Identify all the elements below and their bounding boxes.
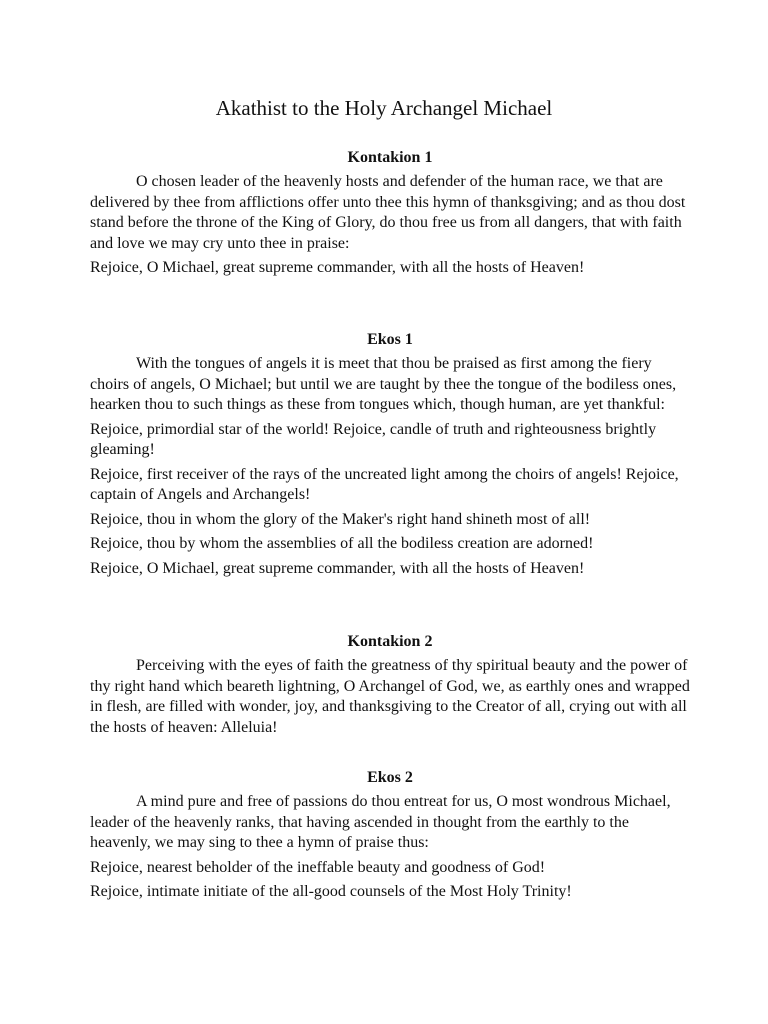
rejoice-line: Rejoice, primordial star of the world! Rejoice, candle of truth and righteousness brightly gleaming!	[90, 420, 657, 458]
section-heading: Ekos 1	[367, 331, 413, 348]
section-ekos-1	[90, 330, 690, 583]
rejoice-line: Rejoice, thou by whom the assemblies of all the bodiless creation are adorned!	[90, 535, 594, 552]
section-heading: Kontakion 1	[347, 149, 433, 166]
rejoice-line: Rejoice, nearest beholder of the ineffable beauty and goodness of God!	[90, 858, 546, 876]
section-ekos-2	[90, 768, 690, 907]
refrain-line: Rejoice, O Michael, great supreme commander, with all the hosts of Heaven!	[90, 559, 585, 577]
verse-paragraph: O chosen leader of the heavenly hosts and defender of the human race, we that are delivered by thee from afflictions offer unto thee this hymn of thanksgiving; and as thou dost stand before the throne of the King of Glory, do thou free us from all dangers, that with faith and love we may cry unto thee in praise:	[90, 173, 686, 252]
section-heading: Kontakion 2	[347, 633, 433, 650]
rejoice-line: Rejoice, first receiver of the rays of the uncreated light among the choirs of angels! Rejoice, captain of Angels and Archangels!	[90, 465, 679, 503]
verse-paragraph: A mind pure and free of passions do thou entreat for us, O most wondrous Michael, leader of the heavenly ranks, that having ascended in thought from the earthly to the heavenly, we may sing to thee a hymn of praise thus:	[90, 793, 671, 851]
verse-paragraph: Perceiving with the eyes of faith the greatness of thy spiritual beauty and the power of thy right hand which beareth lightning, O Archangel of God, we, as earthly ones and wrapped in flesh, are filled with wonder, joy, and thanksgiving to the Creator of all, crying out with all the hosts of heaven: Alleluia!	[90, 657, 690, 736]
refrain-line: Rejoice, O Michael, great supreme commander, with all the hosts of Heaven!	[90, 259, 585, 276]
document-title: Akathist to the Holy Archangel Michael	[215, 96, 553, 120]
rejoice-line: Rejoice, thou in whom the glory of the Maker's right hand shineth most of all!	[90, 510, 591, 528]
rejoice-line: Rejoice, intimate initiate of the all-good counsels of the Most Holy Trinity!	[90, 883, 572, 900]
section-kontakion-2	[90, 632, 690, 742]
section-heading: Ekos 2	[367, 769, 413, 786]
section-kontakion-1	[90, 148, 690, 283]
verse-paragraph: With the tongues of angels it is meet that thou be praised as first among the fiery choirs of angels, O Michael; but until we are taught by thee the tongue of the bodiless ones, hearken thou to such things as these from tongues which, though human, are yet thankful:	[90, 355, 677, 413]
